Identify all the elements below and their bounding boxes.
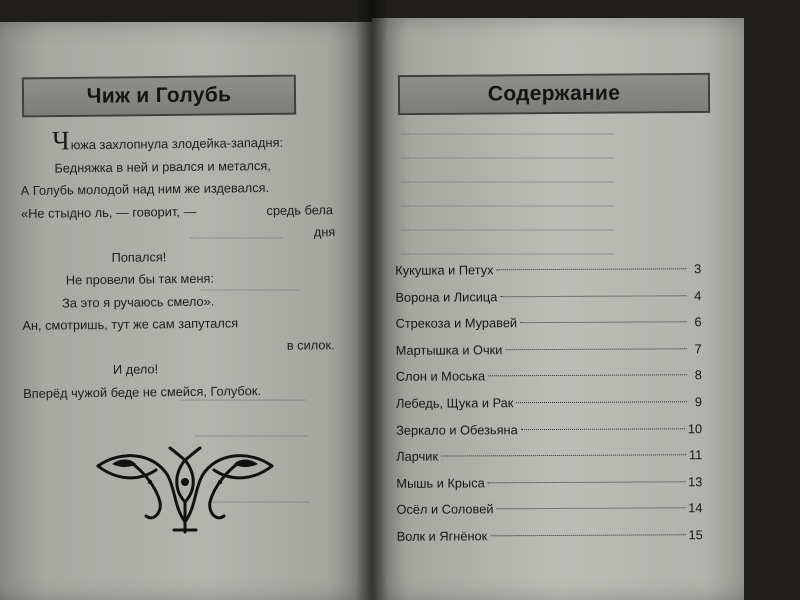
toc-entry-page: 3 bbox=[694, 261, 702, 277]
toc-leader-dots bbox=[505, 348, 686, 350]
poem-line: в силок. bbox=[286, 336, 335, 353]
bleed-through-text: ━━━━━━━━━━━━━━━━━━━━━━━━━━━━━━━━ bbox=[402, 249, 614, 261]
toc-leader-dots bbox=[488, 375, 687, 377]
bleed-through-text: ━━━━━━━━━━━━━━━━━━━━━━━━━━━━━━━━ bbox=[402, 177, 614, 189]
toc-entry[interactable] bbox=[396, 314, 702, 342]
toc-entry[interactable] bbox=[396, 368, 702, 396]
toc-entry-title: Мышь и Крыса bbox=[396, 475, 485, 491]
contents-title: Содержание bbox=[487, 81, 621, 106]
toc-entry-title: Слон и Моська bbox=[395, 368, 486, 385]
toc-entry-page: 14 bbox=[688, 500, 703, 516]
toc-entry-page: 9 bbox=[694, 394, 703, 410]
poem-line: дня bbox=[313, 224, 336, 240]
toc-entry-page: 15 bbox=[688, 527, 703, 543]
poem-line: Вперёд чужой беде не смейся, Голубок. bbox=[23, 382, 262, 401]
contents-title-bar bbox=[398, 73, 710, 115]
poem-line: За это я ручаюсь смело». bbox=[62, 293, 215, 310]
toc-entry-title: Кукушка и Петух bbox=[395, 262, 494, 278]
poem-line: И дело! bbox=[112, 361, 159, 377]
bleed-through-text: ━━━━━━━━━━━━━━ bbox=[190, 233, 283, 245]
fable-title-bar bbox=[22, 75, 296, 118]
poem-line: А Голубь молодой над ним же издевался. bbox=[20, 179, 270, 198]
toc-leader-dots bbox=[521, 428, 685, 430]
toc-entry-page: 8 bbox=[694, 367, 702, 383]
toc-entry[interactable] bbox=[396, 447, 702, 475]
toc-entry-page: 6 bbox=[694, 314, 702, 330]
poem-line: Попался! bbox=[111, 248, 167, 265]
toc-entry-page: 10 bbox=[687, 420, 703, 436]
bleed-through-text: ━━━━━━━━━━━━━━━━━ bbox=[195, 431, 308, 443]
celtic-knot-ornament-icon bbox=[90, 440, 280, 538]
toc-entry[interactable] bbox=[395, 288, 701, 316]
fable-title: Чиж и Голубь bbox=[86, 83, 232, 108]
bleed-through-text: ━━━━━━━━━━━━━━━ bbox=[210, 497, 310, 509]
toc-leader-dots bbox=[520, 321, 686, 323]
fable-poem bbox=[20, 126, 343, 405]
bleed-through-text: ━━━━━━━━━━━━━━━━━━━━━━━━━━━━━━━━ bbox=[402, 129, 614, 141]
toc-entry[interactable] bbox=[396, 341, 702, 369]
toc-entry-page: 7 bbox=[694, 340, 702, 357]
toc-entry[interactable] bbox=[397, 527, 703, 555]
toc-leader-dots bbox=[441, 454, 686, 456]
poem-line: Бедняжка в ней и рвался и метался, bbox=[54, 157, 271, 176]
bleed-through-text: ━━━━━━━━━━━━━━━━━━━━━━━━━━━━━━━━ bbox=[402, 225, 614, 237]
toc-entry-page: 13 bbox=[688, 473, 703, 490]
table-of-contents bbox=[395, 261, 703, 555]
toc-leader-dots bbox=[488, 481, 685, 483]
poem-line: «Не стыдно ль, — говорит, — средь бела bbox=[20, 201, 334, 221]
toc-entry-title: Волк и Ягнёнок bbox=[396, 528, 488, 544]
book-gutter bbox=[356, 0, 388, 600]
toc-entry-title: Ларчик bbox=[396, 448, 439, 464]
bleed-through-text: ━━━━━━━━━━━━━━━ bbox=[200, 285, 300, 297]
toc-entry[interactable] bbox=[395, 261, 701, 289]
drop-cap: Ч bbox=[51, 125, 70, 156]
toc-entry[interactable] bbox=[396, 421, 702, 449]
bleed-through-text: ━━━━━━━━━━━━━━━━━━━ bbox=[180, 395, 306, 407]
toc-entry-title: Ворона и Лисица bbox=[395, 288, 498, 305]
toc-entry-title: Лебедь, Щука и Рак bbox=[395, 395, 514, 411]
bleed-through-text: ━━━━━━━━━━━━━━━━━━━━━━━━━━━━━━━━ bbox=[402, 201, 614, 213]
toc-leader-dots bbox=[500, 295, 686, 297]
toc-leader-dots bbox=[496, 268, 686, 270]
toc-entry-title: Зеркало и Обезьяна bbox=[396, 421, 518, 438]
poem-line: Не провели бы так меня: bbox=[65, 270, 215, 288]
toc-entry-title: Осёл и Соловей bbox=[396, 501, 494, 518]
toc-entry[interactable] bbox=[396, 474, 702, 502]
toc-entry-title: Мартышка и Очки bbox=[395, 342, 503, 358]
toc-entry-page: 4 bbox=[694, 287, 702, 303]
toc-leader-dots bbox=[496, 508, 685, 510]
toc-leader-dots bbox=[516, 401, 687, 403]
toc-entry-title: Стрекоза и Муравей bbox=[395, 315, 518, 331]
toc-entry[interactable] bbox=[396, 394, 702, 422]
toc-leader-dots bbox=[490, 534, 685, 536]
poem-line: Ан, смотришь, тут же сам запутался bbox=[22, 315, 239, 333]
toc-entry[interactable] bbox=[396, 501, 702, 529]
toc-entry-page: 11 bbox=[688, 447, 703, 463]
poem-line: Чюжа захлопнула злодейка-западня: bbox=[51, 125, 284, 156]
bleed-through-text: ━━━━━━━━━━━━━━━━━━━━━━━━━━━━━━━━ bbox=[402, 153, 614, 165]
